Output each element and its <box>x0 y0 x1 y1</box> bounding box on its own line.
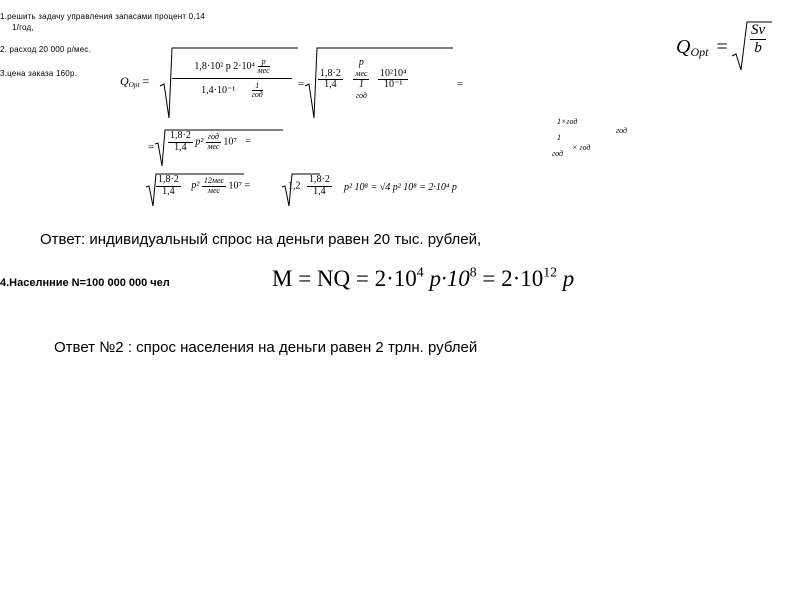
term1-one-year <box>252 82 263 100</box>
sv-numerator: Sv <box>751 22 766 38</box>
line3-pow: 10⁷ <box>228 180 242 192</box>
line2-a: 1,8·2 <box>170 130 191 141</box>
term1-p-mes <box>258 58 270 76</box>
term1-num-text: 1,8·10² p 2·10⁴ <box>194 61 256 73</box>
deriv-eq-5: = <box>245 136 252 148</box>
q-opt-sub: Opt <box>690 45 709 59</box>
line3-a-frac <box>156 175 181 197</box>
line3-mes-den: мес <box>207 185 220 195</box>
term1-p: p <box>258 58 270 67</box>
term1-one: 1 <box>252 82 263 91</box>
b-denominator: b <box>754 40 762 56</box>
line2-block <box>168 131 251 153</box>
problem-line-2: 2. расход 20 000 р/мес. <box>0 45 92 54</box>
problem-line-3: 3.цена заказа 160р. <box>0 69 78 78</box>
line3-block <box>156 175 250 197</box>
q-opt-formula <box>676 36 731 59</box>
term2-p-num <box>353 58 369 80</box>
term1-mes: мес <box>257 66 270 76</box>
line3-mes-num: 12мес <box>203 176 224 186</box>
side-2: 1 <box>557 133 561 142</box>
deriv-eq-6: = <box>244 180 251 192</box>
term2-block <box>318 58 408 101</box>
term2-p-den <box>353 80 369 101</box>
term2-p-top: p <box>358 57 364 68</box>
term2-a: 1,8·2 <box>320 67 341 79</box>
m-formula-exp-3: 12 <box>543 264 558 280</box>
line3-a-den: 1,4 <box>162 185 175 197</box>
problem-line-1: 1.решить задачу управления запасами процент 0,14 <box>0 12 206 21</box>
line3-a: 1,8·2 <box>158 174 179 185</box>
line2-a-den: 1,4 <box>174 141 187 153</box>
term2-a-den: 1,4 <box>324 79 337 90</box>
side-4: × год <box>572 143 591 152</box>
deriv-q: Q <box>120 74 129 88</box>
sv-fraction <box>750 22 766 57</box>
m-formula-exp-1: 4 <box>416 264 424 280</box>
term2-pow-den: 10⁻¹ <box>384 79 403 90</box>
m-formula-lhs: M = NQ = 2·10 <box>272 266 417 291</box>
q-opt-symbol: Q <box>676 36 691 58</box>
deriv-eq-3: = <box>457 78 464 90</box>
line3-b: 1,2 <box>288 180 301 192</box>
deriv-q-sub: Opt <box>128 80 140 89</box>
side-1: 1×год <box>557 117 578 126</box>
term1-den-text: 1,4·10⁻¹ <box>201 84 236 96</box>
line3-b-block <box>288 175 332 197</box>
answer-2: Ответ №2 : спрос населения на деньги равен 2 трлн. рублей <box>54 339 478 356</box>
m-formula <box>272 266 574 292</box>
term2-pow-frac <box>378 69 408 91</box>
term1-fraction <box>172 58 292 100</box>
population-line: 4.Населнние N=100 000 000 чел <box>0 277 170 289</box>
term2-year: год <box>355 90 367 100</box>
m-formula-mid: = 2·10 <box>482 266 544 291</box>
m-formula-exp-2: 8 <box>469 264 477 280</box>
line2-yr: год <box>207 132 219 142</box>
m-formula-p1: p·10 <box>429 266 470 291</box>
term2-one: 1 <box>358 79 364 90</box>
term2-mes: мес <box>355 68 368 78</box>
line2-a-frac <box>168 131 193 153</box>
deriv-lhs <box>120 74 149 89</box>
line3-b-num: 1,8·2 <box>309 174 330 185</box>
line3-rhs: p² 10⁸ = √4 p² 10⁸ = 2·10⁴ p <box>344 182 457 193</box>
side-5: год <box>616 126 628 135</box>
term1-denominator <box>172 79 292 100</box>
line3-mes-frac <box>202 177 226 195</box>
term1-numerator <box>172 58 292 79</box>
line2-mes: мес <box>207 141 220 151</box>
line2-yr-mes <box>206 133 221 151</box>
problem-line-1-cont: 1/год, <box>12 23 34 32</box>
term2-pow-num: 10²10⁴ <box>379 67 407 79</box>
line3-p: p² <box>191 180 200 192</box>
line3-b-den: 1,4 <box>313 185 326 197</box>
term2-a-frac <box>318 69 343 91</box>
side-3: год <box>552 149 564 158</box>
line2-p: p² <box>195 136 204 148</box>
q-opt-equals: = <box>716 36 728 58</box>
deriv-eq-2: = <box>298 78 305 90</box>
m-formula-p2: p <box>562 266 575 291</box>
term2-p-frac <box>353 58 369 101</box>
line2-pow: 10⁷ <box>223 136 237 148</box>
deriv-eq-1: = <box>142 74 150 88</box>
answer-1: Ответ: индивидуальный спрос на деньги равен 20 тыс. рублей, <box>40 231 482 248</box>
term1-year: год <box>251 90 263 100</box>
line3-b-frac <box>307 175 332 197</box>
deriv-eq-4: = <box>148 141 155 153</box>
